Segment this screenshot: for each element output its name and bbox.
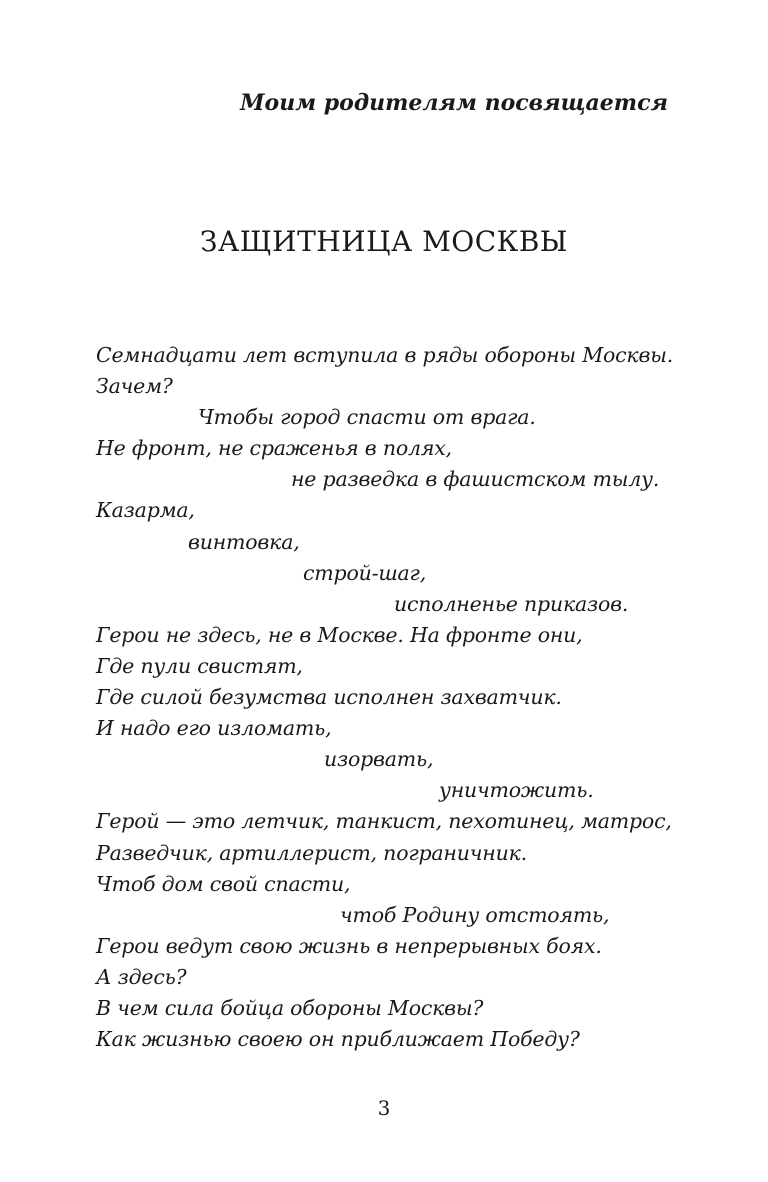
- poem-line: Казарма,: [96, 498, 195, 523]
- page-number: 3: [377, 1096, 391, 1120]
- poem-line: чтоб Родину отстоять,: [340, 902, 610, 927]
- poem-line: Разведчик, артиллерист, пограничник.: [96, 840, 527, 865]
- poem-line: Не фронт, не сраженья в полях,: [96, 436, 452, 461]
- poem-line: Где пули свистят,: [96, 653, 303, 678]
- poem-line: В чем сила бойца обороны Москвы?: [96, 995, 484, 1020]
- poem-line: исполненье приказов.: [394, 591, 629, 616]
- poem-line: Герои не здесь, не в Москве. На фронте они,: [96, 622, 583, 647]
- poem-line: уничтожить.: [439, 778, 594, 803]
- poem-body: [96, 340, 696, 1055]
- poem-line: А здесь?: [96, 964, 187, 989]
- poem-line: Зачем?: [96, 374, 173, 399]
- poem-line: не разведка в фашистском тылу.: [291, 467, 660, 492]
- poem-line: изорвать,: [324, 747, 434, 772]
- poem-line: Как жизнью своею он приближает Победу?: [96, 1027, 580, 1052]
- poem-line: И надо его изломать,: [96, 716, 332, 741]
- dedication: Моим родителям посвящается: [240, 90, 668, 116]
- poem-line: Герой — это летчик, танкист, пехотинец, матрос,: [96, 809, 672, 834]
- poem-line: винтовка,: [188, 529, 300, 554]
- poem-line: Чтобы город спасти от врага.: [198, 405, 536, 430]
- poem-line: Герои ведут свою жизнь в непрерывных боях.: [96, 933, 602, 958]
- poem-line: строй-шаг,: [303, 560, 427, 585]
- poem-line: Где силой безумства исполнен захватчик.: [96, 685, 562, 710]
- poem-line: Семнадцати лет вступила в ряды обороны Москвы.: [96, 343, 674, 367]
- poem-line: Чтоб дом свой спасти,: [96, 871, 351, 896]
- poem-title: ЗАЩИТНИЦА МОСКВЫ: [200, 225, 568, 258]
